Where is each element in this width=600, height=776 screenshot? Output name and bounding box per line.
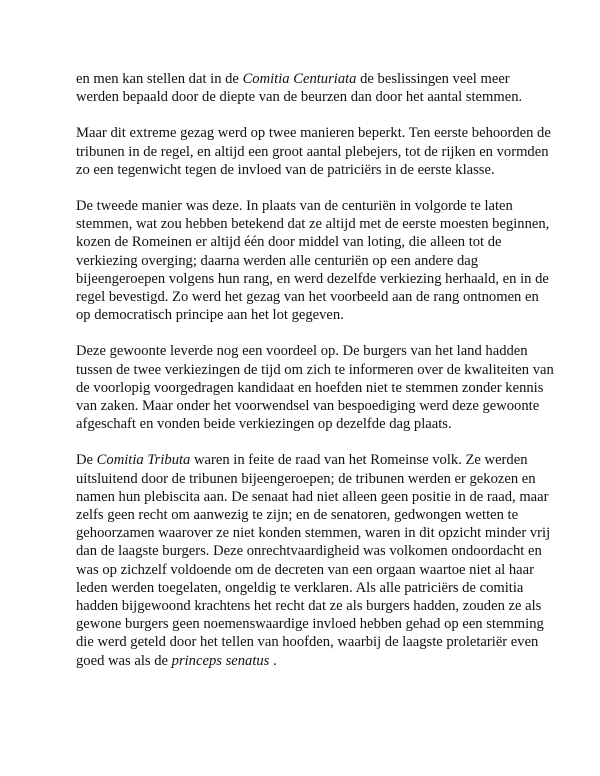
paragraph-5-emphasis-1: Comitia Tributa bbox=[96, 452, 191, 469]
paragraph-3: De tweede manier was deze. In plaats van de centuriën in volgorde te laten stemmen, wat zou hebben betekend dat ze altijd met de eerste moesten beginnen, kozen de Romeinen er altijd één door middel van loting, die alleen tot de verkiezing overging; daarna werden alle centuriën op een andere dag bijeengeroepen volgens hun rang, en werd dezelfde verkiezing herhaald, en in de regel bevestigd. Zo werd het gezag van het voorbeeld aan de rang ontnomen en op democratisch principe aan het lot gegeven. bbox=[76, 198, 550, 324]
paragraph-5-emphasis-2: princeps senatus bbox=[171, 652, 270, 669]
paragraph-1-emphasis: Comitia Centuriata bbox=[242, 71, 357, 87]
paragraph-1 bbox=[76, 70, 556, 106]
paragraph-2: Maar dit extreme gezag werd op twee manieren beperkt. Ten eerste behoorden de tribunen in de regel, en altijd een groot aantal plebejers, tot de rijken en vormden zo een tegenwicht tegen de invloed van de patriciërs in de eerste klasse. bbox=[76, 125, 551, 178]
paragraph-5-text-b: waren in feite de raad van het Romeinse volk. Ze werden uitsluitend door de tribunen bijeengeroepen; de tribunen werden er gekozen en namen hun plebiscita aan. De senaat had niet alleen geen positie in de raad, maar zelfs geen recht om aanwezig te zijn; en de senatoren, gedwongen wetten te gehoorzamen waarover ze niet konden stemmen, waren in dit opzicht minder vrij dan de laagste burgers. Deze onrechtvaardigheid was volkomen ondoordacht en was op zichzelf voldoende om de decreten van een orgaan waartoe niet al haar leden werden toegelaten, ongeldig te verklaren. Als alle patriciërs de comitia hadden bijgewoond krachtens het recht dat ze als burgers hadden, zouden ze als gewone burgers geen noemenswaardige invloed hebben gehad op een stemming die werd geteld door het tellen van hoofden, waarbij de laagste proletariër even goed was als de bbox=[76, 452, 551, 669]
paragraph-1-text-a: en men kan stellen dat in de bbox=[76, 71, 243, 87]
paragraph-5-text-c: . bbox=[269, 652, 277, 669]
paragraph-1-text-b: de beslissingen veel meer werden bepaald door de diepte van de beurzen dan door het aantal stemmen. bbox=[76, 71, 523, 106]
paragraph-5 bbox=[76, 451, 556, 669]
paragraph-4: Deze gewoonte leverde nog een voordeel op. De burgers van het land hadden tussen de twee verkiezingen de tijd om zich te informeren over de kwaliteiten van de voorlopig voorgedragen kandidaat en hoefden niet te stemmen zonder kennis van zaken. Maar onder het voorwendsel van bespoediging werd deze gewoonte afgeschaft en vonden beide verkiezingen op dezelfde dag plaats. bbox=[76, 343, 554, 433]
paragraph-5-text-a: De bbox=[76, 452, 97, 469]
document-page bbox=[76, 70, 556, 688]
